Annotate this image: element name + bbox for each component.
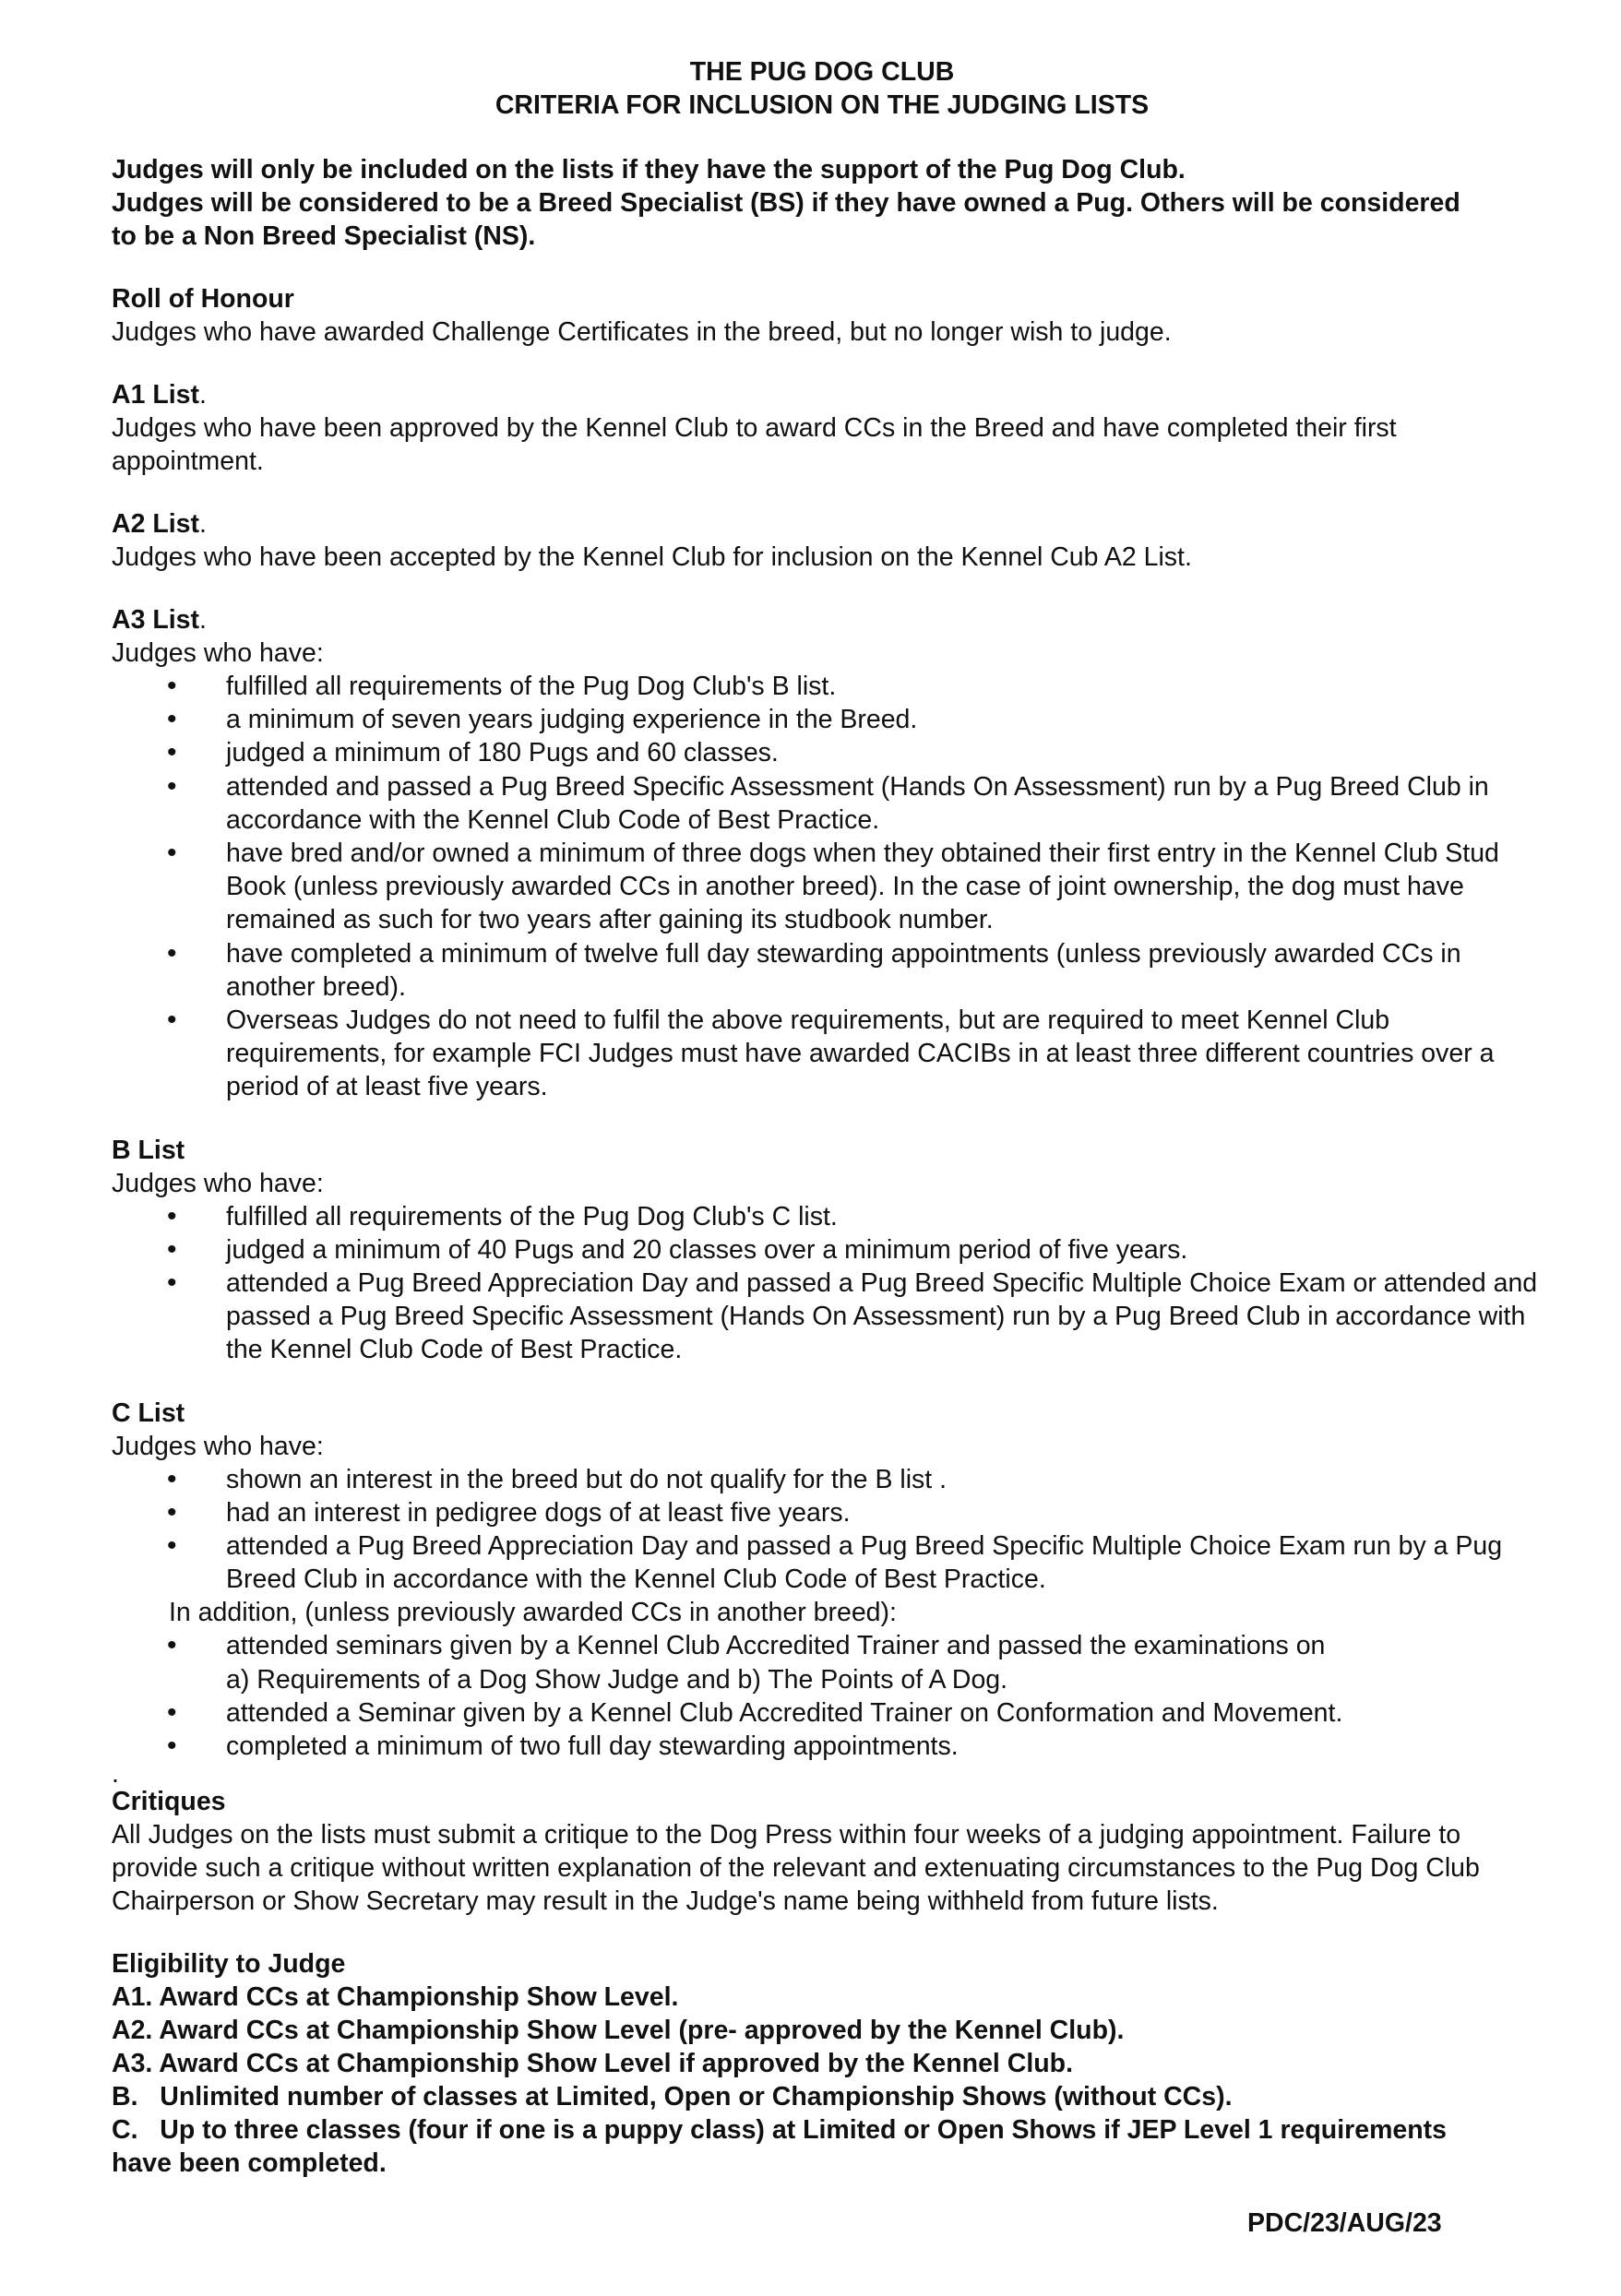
document-reference: PDC/23/AUG/23 [1247,2208,1442,2238]
c-list-addition: In addition, (unless previously awarded CCs in another breed): [169,1598,897,1628]
list-item: • fulfilled all requirements of the Pug Dog Club's B list. [112,670,1542,703]
list-item: • attended a Seminar given by a Kennel Club Accredited Trainer on Conformation and Movement. [112,1696,1542,1730]
document-page [112,55,1542,2180]
a2-heading [112,507,1542,541]
intro-support: Judges will only be included on the lists if they have the support of the Pug Dog Club. [112,155,1186,184]
a1-heading [112,378,1542,411]
list-item-text: attended seminars given by a Kennel Club Accredited Trainer and passed the examinations on [226,1631,1326,1661]
critiques-heading: Critiques [112,1787,226,1817]
c-list-requirements [112,1463,1542,1597]
eligibility-c: C. Up to three classes (four if one is a puppy class) at Limited or Open Shows if JEP Level 1 requirements have been completed. [112,2115,1454,2179]
c-list-heading: C List [112,1398,185,1428]
list-item: • attended a Pug Breed Appreciation Day and passed a Pug Breed Specific Multiple Choice Exam or attended and passed a Pug Breed Specific Assessment (Hands On Assessment) run by a Pug Breed Club in accordance with the Kennel Club Code of Best Practice. [112,1267,1542,1367]
c-list-intro: Judges who have: [112,1431,324,1461]
title-line-2: CRITERIA FOR INCLUSION ON THE JUDGING LISTS [495,90,1150,120]
list-item: • fulfilled all requirements of the Pug Dog Club's C list. [112,1200,1542,1233]
eligibility-heading: Eligibility to Judge [112,1949,346,1980]
roll-of-honour-text: Judges who have awarded Challenge Certificates in the breed, but no longer wish to judge. [112,317,1172,347]
list-item: • Overseas Judges do not need to fulfil the above requirements, but are required to meet Kennel Club requirements, for example FCI Judges must have awarded CACIBs in at least three different countries over a period of at least five years. [112,1004,1542,1104]
b-list-heading: B List [112,1135,185,1165]
critiques-text: All Judges on the lists must submit a critique to the Dog Press within four weeks of a judging appointment. Failure to provide such a critique without written explanation of the relevant and extenuating circumstances to the Pug Dog Club Chairperson or Show Secretary may result in the Judge's name being withheld from future lists. [112,1820,1480,1917]
list-item: • a minimum of seven years judging experience in the Breed. [112,703,1542,736]
intro-specialist: Judges will be considered to be a Breed Specialist (BS) if they have owned a Pug. Others will be considered to be a Non Breed Specialist (NS). [112,188,1460,251]
list-item-subtext: a) Requirements of a Dog Show Judge and b) The Points of A Dog. [226,1664,1008,1695]
list-item: • have bred and/or owned a minimum of three dogs when they obtained their first entry in the Kennel Club Stud Book (unless previously awarded CCs in another breed). In the case of joint ownership, the dog must have remained as such for two years after gaining its studbook number. [112,837,1542,937]
list-item: • completed a minimum of two full day stewarding appointments. [112,1730,1542,1763]
a2-heading-label: A2 List [112,509,200,539]
a3-heading-suffix: . [199,605,207,635]
roll-of-honour-heading: Roll of Honour [112,284,294,314]
a1-heading-label: A1 List [112,380,200,410]
a1-heading-suffix: . [199,380,207,410]
a3-requirements-list [112,670,1542,1104]
eligibility-a1: A1. Award CCs at Championship Show Level. [112,1982,679,2013]
list-item: • have completed a minimum of twelve full day stewarding appointments (unless previously awarded CCs in another breed). [112,937,1542,1004]
title-line-1: THE PUG DOG CLUB [689,57,955,87]
list-item: • attended and passed a Pug Breed Specific Assessment (Hands On Assessment) run by a Pug Breed Club in accordance with the Kennel Club Code of Best Practice. [112,770,1542,837]
b-list-intro: Judges who have: [112,1168,324,1198]
eligibility-a3: A3. Award CCs at Championship Show Level if approved by the Kennel Club. [112,2049,1073,2079]
list-item: • shown an interest in the breed but do not qualify for the B list . [112,1463,1542,1496]
a2-heading-suffix: . [199,509,207,539]
stray-dot: . [112,1759,119,1790]
list-item [112,1629,1542,1695]
list-item: • had an interest in pedigree dogs of at least five years. [112,1496,1542,1529]
eligibility-b: B. Unlimited number of classes at Limited, Open or Championship Shows (without CCs). [112,2082,1233,2112]
document-title [102,55,1542,122]
c-list-additional-requirements [112,1629,1542,1763]
a1-text: Judges who have been approved by the Kennel Club to award CCs in the Breed and have completed their first appointment. [112,413,1397,476]
list-item: • judged a minimum of 180 Pugs and 60 classes. [112,736,1542,769]
eligibility-a2: A2. Award CCs at Championship Show Level (pre- approved by the Kennel Club). [112,2016,1125,2046]
a3-heading-label: A3 List [112,605,200,635]
a3-intro: Judges who have: [112,638,324,668]
a2-text: Judges who have been accepted by the Kennel Club for inclusion on the Kennel Cub A2 List. [112,542,1192,572]
list-item: • judged a minimum of 40 Pugs and 20 classes over a minimum period of five years. [112,1233,1542,1267]
a3-heading [112,603,1542,636]
list-item: • attended a Pug Breed Appreciation Day and passed a Pug Breed Specific Multiple Choice Exam run by a Pug Breed Club in accordance with the Kennel Club Code of Best Practice. [112,1529,1542,1596]
b-list-requirements [112,1200,1542,1367]
